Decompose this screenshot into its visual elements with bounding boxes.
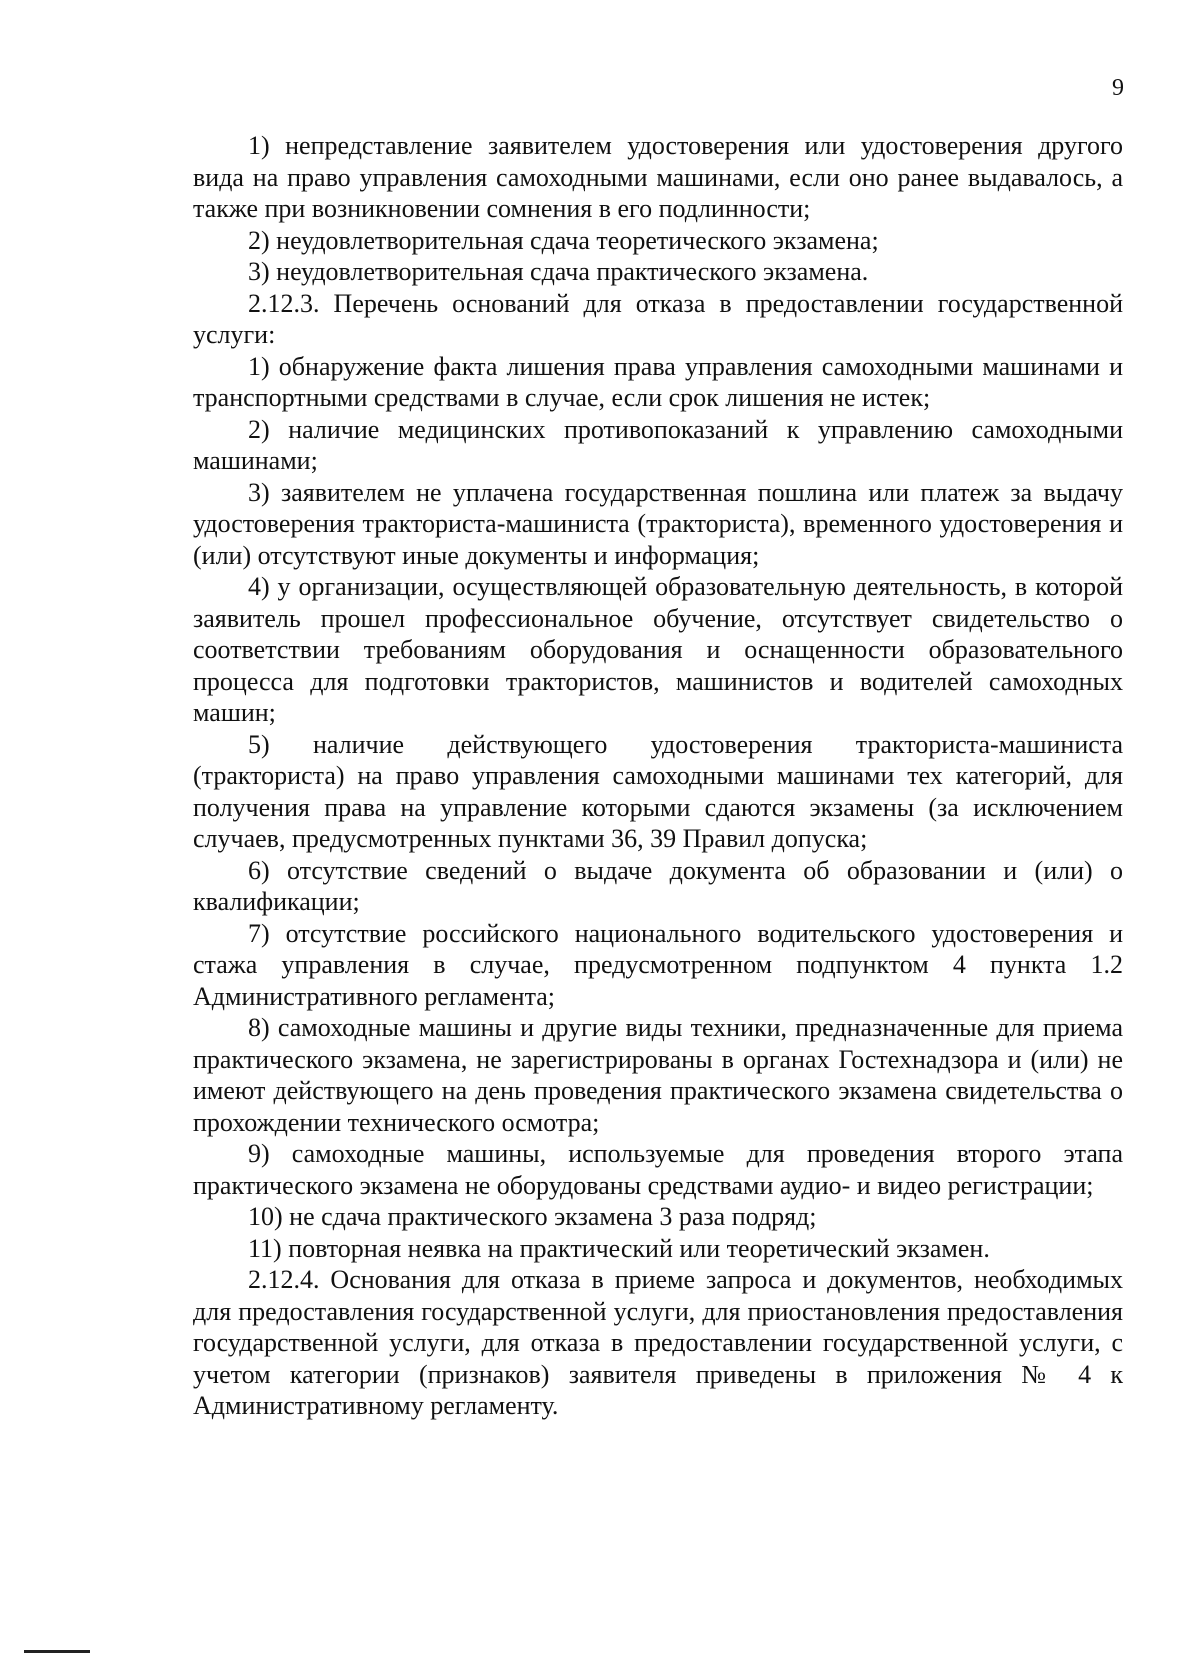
- paragraph: 8) самоходные машины и другие виды техники, предназначенные для приема практического экзамена, не зарегистрированы в органах Гостехнадзора и (или) не имеют действующего на день проведения практического экзамена свидетельства о прохождении технического осмотра;: [193, 1013, 1123, 1137]
- paragraph: 6) отсутствие сведений о выдаче документа об образовании и (или) о квалификации;: [193, 855, 1123, 916]
- paragraph: 7) отсутствие российского национального водительского удостоверения и стажа управления в случае, предусмотренном подпунктом 4 пункта 1.2 Административного регламента;: [193, 918, 1123, 1011]
- paragraph: 2.12.3. Перечень оснований для отказа в предоставлении государственной услуги:: [193, 288, 1123, 349]
- page-number: 9: [1112, 75, 1124, 101]
- paragraph: 9) самоходные машины, используемые для проведения второго этапа практического экзамена не оборудованы средствами аудио- и видео регистрации;: [193, 1139, 1123, 1200]
- document-body: [193, 130, 1123, 1422]
- paragraph: 1) обнаружение факта лишения права управления самоходными машинами и транспортными средствами в случае, если срок лишения не истек;: [193, 351, 1123, 412]
- paragraph: 2.12.4. Основания для отказа в приеме запроса и документов, необходимых для предоставления государственной услуги, для приостановления предоставления государственной услуги, для отказа в предоставлении государственной услуги, с учетом категории (признаков) заявителя приведены в приложения № 4 к Административному регламенту.: [193, 1265, 1123, 1420]
- paragraph: 3) заявителем не уплачена государственная пошлина или платеж за выдачу удостоверения тракториста-машиниста (тракториста), временного удостоверения и (или) отсутствуют иные документы и информация;: [193, 477, 1123, 570]
- paragraph: 1) непредставление заявителем удостоверения или удостоверения другого вида на право управления самоходными машинами, если оно ранее выдавалось, а также при возникновении сомнения в его подлинности;: [193, 131, 1123, 223]
- scan-edge-mark: [24, 1650, 90, 1653]
- paragraph: 2) наличие медицинских противопоказаний к управлению самоходными машинами;: [193, 414, 1123, 475]
- paragraph: 2) неудовлетворительная сдача теоретического экзамена;: [248, 225, 879, 255]
- paragraph: 3) неудовлетворительная сдача практического экзамена.: [248, 257, 869, 286]
- paragraph: 5) наличие действующего удостоверения тракториста-машиниста (тракториста) на право управления самоходными машинами тех категорий, для получения права на управление которыми сдаются экзамены (за исключением случаев, предусмотренных пунктами 36, 39 Правил допуска;: [193, 729, 1123, 853]
- paragraph: 11) повторная неявка на практический или теоретический экзамен.: [248, 1233, 990, 1263]
- paragraph: 4) у организации, осуществляющей образовательную деятельность, в которой заявитель прошел профессиональное обучение, отсутствует свидетельство о соответствии требованиям оборудования и оснащенности образовательного процесса для подготовки трактористов, машинистов и водителей самоходных машин;: [193, 572, 1123, 727]
- paragraph: 10) не сдача практического экзамена 3 раза подряд;: [248, 1202, 817, 1231]
